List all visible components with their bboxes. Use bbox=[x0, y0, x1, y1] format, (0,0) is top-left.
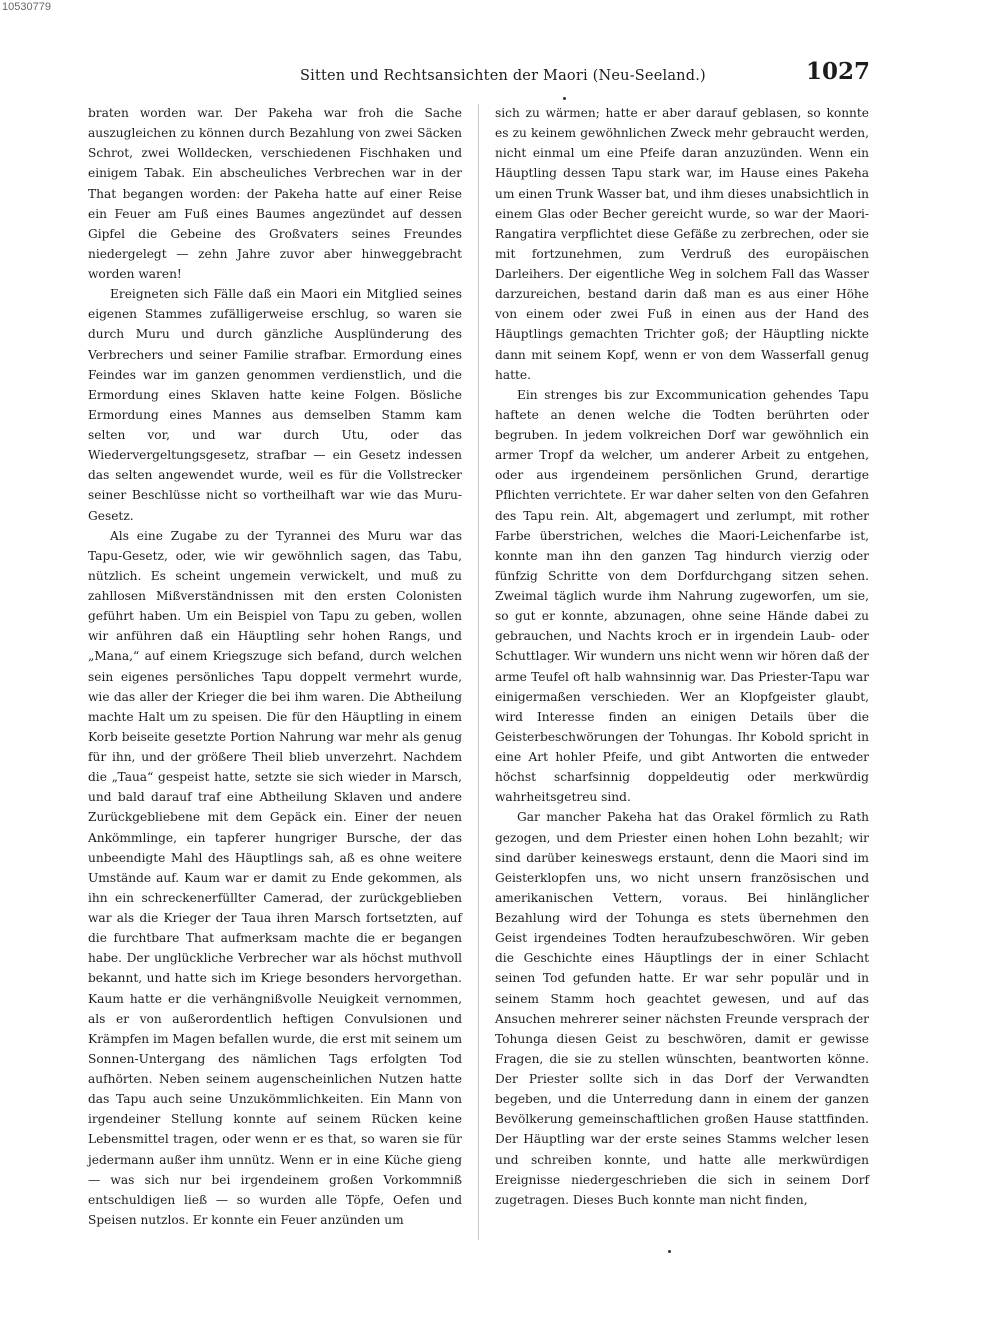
right-column bbox=[495, 103, 869, 1210]
paragraph: Ein strenges bis zur Excommunication gehendes Tapu haftete an denen welche die Todten berührten oder begruben. In jedem volkreichen Dorf war gewöhnlich ein armer Tropf da welcher, um anderer Arbeit zu entgehen, oder aus irgendeinem persönlichen Grund, derartige Pflichten verrichtete. Er war daher selten von den Gefahren des Tapu rein. Alt, abgemagert und zerlumpt, mit rother Farbe überstrichen, welches die Maori-Leichenfarbe ist, konnte man ihn den ganzen Tag hindurch vierzig oder fünfzig Schritte von dem Dorfdurchgang sitzen sehen. Zweimal täglich wurde ihm Nahrung zugeworfen, um sie, so gut er konnte, abzunagen, ohne seine Hände dabei zu gebrauchen, und Nachts kroch er in irgendein Laub- oder Schuttlager. Wir wundern uns nicht wenn wir hören daß der arme Teufel oft halb wahnsinnig war. Das Priester-Tapu war einigermaßen verschieden. Wer an Klopfgeister glaubt, wird Interesse finden an einigen Details über die Geisterbeschwörungen der Tohungas. Ihr Kobold spricht in eine Art hohler Pfeife, und gibt Antworten die entweder höchst scharfsinnig doppeldeutig oder merkwürdig wahrheitsgetreu sind. bbox=[495, 387, 869, 805]
print-speck bbox=[668, 1250, 671, 1253]
print-speck bbox=[563, 97, 566, 100]
paragraph: Gar mancher Pakeha hat das Orakel förmlich zu Rath gezogen, und dem Priester einen hohen Lohn bezahlt; wir sind darüber keineswegs erstaunt, denn die Maori sind im Geisterklopfen uns, wo nicht unsern französischen und amerikanischen Vettern, voraus. Bei hinlänglicher Bezahlung wird der Tohunga es stets übernehmen den Geist irgendeines Todten heraufzubeschwören. Wir geben die Geschichte eines Häuptlings der in einer Schlacht seinen Tod gefunden hatte. Er war sehr populär und in seinem Stamm hoch geachtet gewesen, und auf das Ansuchen mehrerer seiner nächsten Freunde versprach der Tohunga diesen Geist zu beschwören, damit er gewisse Fragen, die sie zu stellen wünschten, beantworten könne. Der Priester sollte sich in das Dorf der Verwandten begeben, und die Unterredung dann in einem der ganzen Bevölkerung gemeinschaftlichen großen Hause stattfinden. Der Häuptling war der erste seines Stamms welcher lesen und schreiben konnte, und hatte alle merkwürdigen Ereignisse niedergeschrieben die sich in seinem Dorf zugetragen. Dieses Buch konnte man nicht finden, bbox=[495, 810, 869, 1207]
column-divider bbox=[478, 104, 479, 1240]
left-column bbox=[88, 103, 462, 1230]
scan-id: 10530779 bbox=[2, 1, 51, 13]
paragraph: Als eine Zugabe zu der Tyrannei des Muru war das Tapu-Gesetz, oder, wie wir gewöhnlich sagen, das Tabu, nützlich. Es scheint ungemein verwickelt, und muß zu zahllosen Mißverständnissen mit den ersten Colonisten geführt haben. Um ein Beispiel von Tapu zu geben, wollen wir anführen daß ein Häuptling sehr hohen Rangs, und „Mana,“ auf einem Kriegszuge sich befand, durch welchen sein eigenes persönliches Tapu doppelt vermehrt wurde, wie das aller der Krieger die bei ihm waren. Die Abtheilung machte Halt um zu speisen. Die für den Häuptling in einem Korb beiseite gesetzte Portion Nahrung war mehr als genug für ihn, und der größere Theil blieb unverzehrt. Nachdem die „Taua“ gespeist hatte, setzte sie sich wieder in Marsch, und bald darauf traf eine Abtheilung Sklaven und andere Zurückgebliebene mit dem Gepäck ein. Einer der neuen Ankömmlinge, ein tapferer hungriger Bursche, der das unbeendigte Mahl des Häuptlings sah, aß es ohne weitere Umstände auf. Kaum war er damit zu Ende gekommen, als ihn ein schreckenerfüllter Camerad, der zurückgeblieben war als die Krieger der Taua ihren Marsch fortsetzten, auf die furchtbare That aufmerksam machte die er begangen habe. Der unglückliche Verbrecher war als höchst muthvoll bekannt, und hatte sich im Kriege besonders hervorgethan. Kaum hatte er die verhängnißvolle Neuigkeit vernommen, als er von außerordentlich heftigen Convulsionen und Krämpfen im Magen befallen wurde, die erst mit seinem um Sonnen-Untergang des nämlichen Tags erfolgten Tod aufhörten. Neben seinem augenscheinlichen Nutzen hatte das Tapu auch seine Unzukömmlichkeiten. Ein Mann von irgendeiner Stellung konnte auf seinem Rücken keine Lebensmittel tragen, oder wenn er es that, so waren sie für jedermann außer ihm unnütz. Wenn er in eine Küche gieng — was sich nur bei irgendeinem großen Vorkommniß entschuldigen ließ — so wurden alle Töpfe, Oefen und Speisen nutzlos. Er konnte ein Feuer anzünden um bbox=[88, 528, 462, 1227]
running-title: Sitten und Rechtsansichten der Maori (Neu-Seeland.) bbox=[300, 68, 706, 84]
paragraph: Ereigneten sich Fälle daß ein Maori ein Mitglied seines eigenen Stammes zufälligerweise erschlug, so waren sie durch Muru und durch gänzliche Ausplünderung des Verbrechers und seiner Familie strafbar. Ermordung eines Feindes war im ganzen genommen verdienstlich, und die Ermordung eines Sklaven hatte keine Folgen. Bösliche Ermordung eines Mannes aus demselben Stamm kam selten vor, und war durch Utu, oder das Wiedervergeltungsgesetz, strafbar — ein Gesetz indessen das selten angewendet wurde, weil es für die Vollstrecker seiner Beschlüsse nicht so vortheilhaft war wie das Muru-Gesetz. bbox=[88, 287, 462, 523]
page-number: 1027 bbox=[805, 58, 870, 85]
paragraph: sich zu wärmen; hatte er aber darauf geblasen, so konnte es zu keinem gewöhnlichen Zweck mehr gebraucht werden, nicht einmal um eine Pfeife daran anzuzünden. Wenn ein Häuptling dessen Tapu stark war, im Hause eines Pakeha um einen Trunk Wasser bat, und ihm dieses unabsichtlich in einem Glas oder Becher gereicht wurde, so war der Maori-Rangatira verpflichtet diese Gefäße zu zerbrechen, oder sie mit fortzunehmen, zum Verdruß des europäischen Darleihers. Der eigentliche Weg in solchem Fall das Wasser darzureichen, bestand darin daß man es aus einer Höhe von einem oder zwei Fuß in einen aus der Hand des Häuptlings gemachten Trichter goß; der Häuptling nickte dann mit seinem Kopf, wenn er von dem Wasserfall genug hatte. bbox=[495, 106, 869, 382]
paragraph: braten worden war. Der Pakeha war froh die Sache auszugleichen zu können durch Bezahlung von zwei Säcken Schrot, zwei Wolldecken, verschiedenen Fischhaken und einigem Tabak. Ein abscheuliches Verbrechen war in der That begangen worden: der Pakeha hatte auf einer Reise ein Feuer am Fuß eines Baumes angezündet auf dessen Gipfel die Gebeine des Großvaters seines Freundes niedergelegt — zehn Jahre zuvor aber hinweggebracht worden waren! bbox=[88, 106, 462, 281]
